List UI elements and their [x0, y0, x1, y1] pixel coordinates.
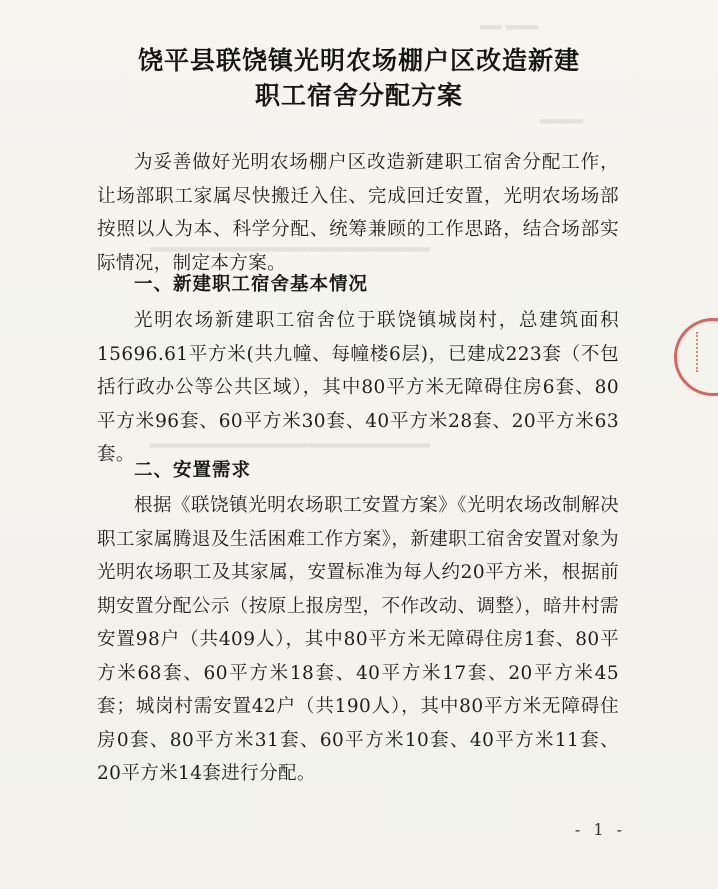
bleed-through-line: ▂▂▂▂▂▂▂▂▂▂▂▂▂▂▂▂▂▂▂▂▂▂▂▂▂▂ [150, 432, 430, 448]
bleed-through-line: ▂▂▂▂▂▂▂▂▂▂▂▂▂▂▂▂▂▂▂▂▂▂▂▂▂▂ [150, 236, 430, 252]
section-body-resettlement-needs: 根据《联饶镇光明农场职工安置方案》《光明农场改制解决职工家属腾退及生活困难工作方案》，新建职工宿舍安置对象为光明农场职工及其家属，安置标准为每人约20平方米，根据前期安置分配公示（按原上报房型，不作改动、调整），暗井村需安置98户（共409人），其中80平方米无障碍住房1套、80平方米68套、60平方米18套、40平方米17套、20平方米45套；城岗村需安置42户（共190人），其中80平方米无障碍住房0套、80平方米31套、60平方米10套、40平方米11套、20平方米14套进行分配。 [97, 495, 619, 784]
section-heading-basic-info: 一、新建职工宿舍基本情况 [134, 274, 369, 295]
page-number: - 1 - [574, 820, 626, 839]
bleed-through-line: ▂▂▂ ▂▂ [480, 14, 539, 30]
official-seal-detail [696, 332, 718, 372]
bleed-through-line: ▂▂▂▂ [540, 108, 584, 124]
section-heading-resettlement-needs: 二、安置需求 [134, 460, 252, 481]
document-title-line-2: 职工宿舍分配方案 [254, 81, 463, 110]
document-title-line-1: 饶平县联饶镇光明农场棚户区改造新建 [137, 46, 580, 75]
section-body-basic-info: 光明农场新建职工宿舍位于联饶镇城岗村，总建筑面积15696.61平方米(共九幢、每幢楼6层)，已建成223套（不包括行政办公等公共区域），其中80平方米无障碍住房6套、80平方米96套、60平方米30套、40平方米28套、20平方米63套。 [97, 310, 619, 465]
intro-paragraph: 为妥善做好光明农场棚户区改造新建职工宿舍分配工作，让场部职工家属尽快搬迁入住、完成回迁安置，光明农场场部按照以人为本、科学分配、统筹兼顾的工作思路，结合场部实际情况，制定本方案。 [97, 152, 619, 274]
